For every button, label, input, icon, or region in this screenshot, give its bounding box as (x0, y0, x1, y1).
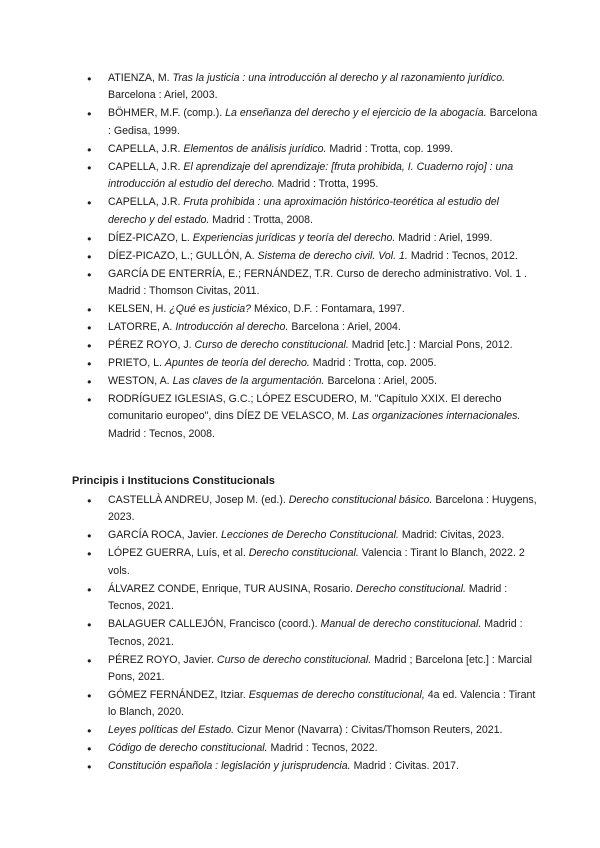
reference-item: ● GÓMEZ FERNÁNDEZ, Itziar. Esquemas de derecho constitucional, 4a ed. Valencia : Tirant lo Blanch, 2020. (0, 687, 600, 722)
reference-item: ● ÁLVAREZ CONDE, Enrique, TUR AUSINA, Rosario. Derecho constitucional. Madrid : Tecnos, 2021. (0, 581, 600, 616)
reference-item: ● WESTON, A. Las claves de la argumentación. Barcelona : Ariel, 2005. (0, 373, 600, 390)
reference-item: ● DÍEZ-PICAZO, L.; GULLÓN, A. Sistema de derecho civil. Vol. 1. Madrid : Tecnos, 2012. (0, 248, 600, 265)
reference-item: ● PÉREZ ROYO, Javier. Curso de derecho constitucional. Madrid ; Barcelona [etc.] : Marcial Pons, 2021. (0, 652, 600, 687)
reference-item: ● RODRÍGUEZ IGLESIAS, G.C.; LÓPEZ ESCUDERO, M. "Capítulo XXIX. El derecho comunitario europeo", dins DÍEZ DE VELASCO, M. Las organizaciones internacionales. Madrid : Tecnos, 2008. (0, 391, 600, 443)
reference-item: ● LATORRE, A. Introducción al derecho. Barcelona : Ariel, 2004. (0, 319, 600, 336)
reference-item: ● Constitución española : legislación y jurisprudencia. Madrid : Civitas. 2017. (0, 758, 600, 775)
reference-item: ● PRIETO, L. Apuntes de teoría del derecho. Madrid : Trotta, cop. 2005. (0, 355, 600, 372)
reference-item: ● CAPELLA, J.R. Elementos de análisis jurídico. Madrid : Trotta, cop. 1999. (0, 141, 600, 158)
reference-item: ● Leyes políticas del Estado. Cizur Menor (Navarra) : Civitas/Thomson Reuters, 2021. (0, 722, 600, 739)
reference-item: ● KELSEN, H. ¿Qué es justicia? México, D.F. : Fontamara, 1997. (0, 301, 600, 318)
reference-item: ● CASTELLÀ ANDREU, Josep M. (ed.). Derecho constitucional básico. Barcelona : Huygens, 2023. (0, 492, 600, 527)
reference-item: ● PÉREZ ROYO, J. Curso de derecho constitucional. Madrid [etc.] : Marcial Pons, 2012. (0, 337, 600, 354)
reference-item: ● GARCÍA ROCA, Javier. Lecciones de Derecho Constitucional. Madrid: Civitas, 2023. (0, 527, 600, 544)
reference-item: ● CAPELLA, J.R. Fruta prohibida : una aproximación histórico-teorética al estudio del derecho y del estado. Madrid : Trotta, 2008. (0, 194, 600, 229)
reference-item: ● Código de derecho constitucional. Madrid : Tecnos, 2022. (0, 740, 600, 757)
reference-item: ● CAPELLA, J.R. El aprendizaje del aprendizaje: [fruta prohibida, I. Cuaderno rojo] : una introducción al estudio del derecho. Madrid : Trotta, 1995. (0, 159, 600, 194)
bibliography-list-general (0, 70, 600, 444)
section-heading: Principis i Institucions Constitucionals (72, 475, 275, 487)
bibliography-list-constitutional (0, 492, 600, 776)
reference-item: ● DÍEZ-PICAZO, L. Experiencias jurídicas y teoría del derecho. Madrid : Ariel, 1999. (0, 230, 600, 247)
reference-item: ● ATIENZA, M. Tras la justicia : una introducción al derecho y al razonamiento jurídico. Barcelona : Ariel, 2003. (0, 70, 600, 105)
reference-item: ● BALAGUER CALLEJÓN, Francisco (coord.). Manual de derecho constitucional. Madrid : Tecnos, 2021. (0, 616, 600, 651)
reference-item: ● BÖHMER, M.F. (comp.). La enseñanza del derecho y el ejercicio de la abogacía. Barcelona : Gedisa, 1999. (0, 105, 600, 140)
reference-item: ● GARCÍA DE ENTERRÍA, E.; FERNÁNDEZ, T.R. Curso de derecho administrativo. Vol. 1 . Madrid : Thomson Civitas, 2011. (0, 266, 600, 301)
reference-item: ● LÓPEZ GUERRA, Luís, et al. Derecho constitucional. Valencia : Tirant lo Blanch, 2022. 2 vols. (0, 545, 600, 580)
